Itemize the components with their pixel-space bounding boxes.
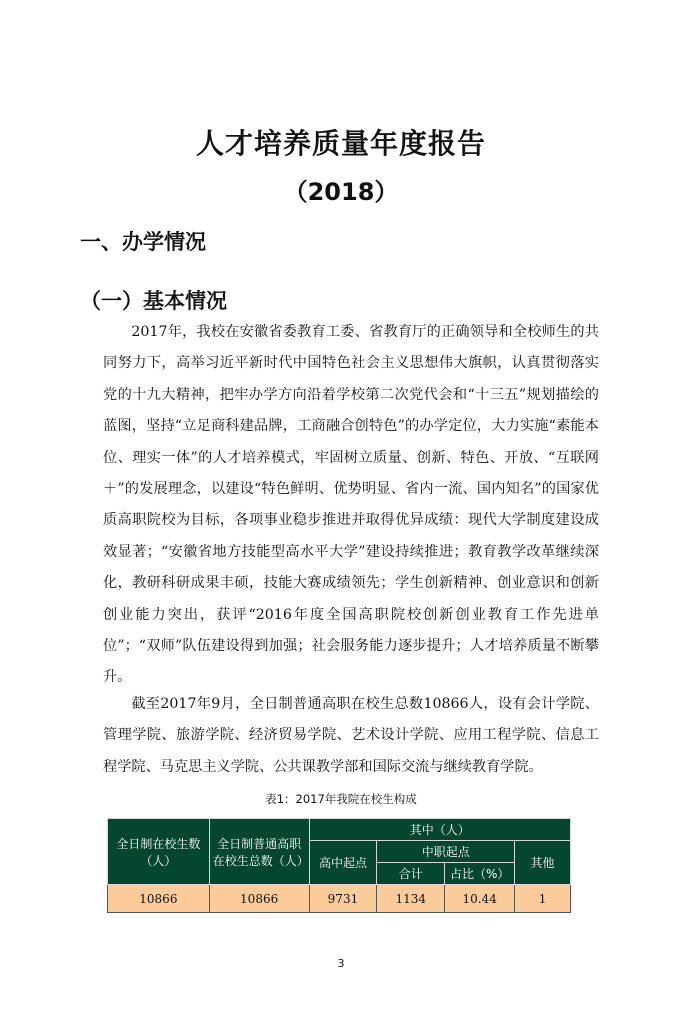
header-subtotal: 合计 xyxy=(377,863,445,885)
table-cell: 10866 xyxy=(108,885,210,913)
body-paragraph-1: 2017年，我校在安徽省委教育工委、省教育厅的正确领导和全校师生的共同努力下，高举习近平新时代中国特色社会主义思想伟大旗帜，认真贯彻落实党的十九大精神，把牢办学方向沿着学校第二次党代会和“十三五”规划描绘的蓝图，坚持“立足商科建品牌，工商融合创特色”的办学定位，大力实施“素能本位、理实一体”的人才培养模式，牢固树立质量、创新、特色、开放、“互联网＋”的发展理念，以建设“特色鲜明、优势明显、省内一流、国内知名”的国家优质高职院校为目标，各项事业稳步推进并取得优异成绩：现代大学制度建设成效显著；“安徽省地方技能型高水平大学”建设持续推进；教育教学改革继续深化，教研科研成果丰硕，技能大赛成绩领先；学生创新精神、创业意识和创新创业能力突出，获评“2016年度全国高职院校创新创业教育工作先进单位”；“双师”队伍建设得到加强；社会服务能力逐步提升；人才培养质量不断攀升。 xyxy=(103,324,599,686)
table-cell: 1 xyxy=(515,885,571,913)
report-year: （2018） xyxy=(283,178,399,206)
page-number: 3 xyxy=(337,957,345,970)
table-caption: 表1：2017年我院在校生构成 xyxy=(265,792,417,806)
table-cell: 10866 xyxy=(209,885,309,913)
table-cell: 10.44 xyxy=(445,885,515,913)
enrollment-table xyxy=(107,818,571,913)
subsection-heading: （一）基本情况 xyxy=(80,289,227,313)
body-paragraph-2: 截至2017年9月，全日制普通高职在校生总数10866人，设有会计学院、管理学院、旅游学院、经济贸易学院、艺术设计学院、应用工程学院、信息工程学院、马克思主义学院、公共课教学部和国际交流与继续教育学院。 xyxy=(103,696,599,775)
header-high-school-origin: 高中起点 xyxy=(309,841,377,885)
report-title: 人才培养质量年度报告 xyxy=(195,127,486,160)
section-heading: 一、办学情况 xyxy=(80,230,206,254)
table-cell: 9731 xyxy=(309,885,377,913)
header-other: 其他 xyxy=(515,841,571,885)
header-of-which: 其中（人） xyxy=(309,819,570,841)
table-cell: 1134 xyxy=(377,885,445,913)
header-ratio: 占比（%） xyxy=(445,863,515,885)
header-vocational-students: 全日制普通高职在校生总数（人） xyxy=(209,819,309,885)
table-row xyxy=(108,885,571,913)
header-full-time-students: 全日制在校生数（人） xyxy=(108,819,210,885)
header-vocational-origin: 中职起点 xyxy=(377,841,515,863)
